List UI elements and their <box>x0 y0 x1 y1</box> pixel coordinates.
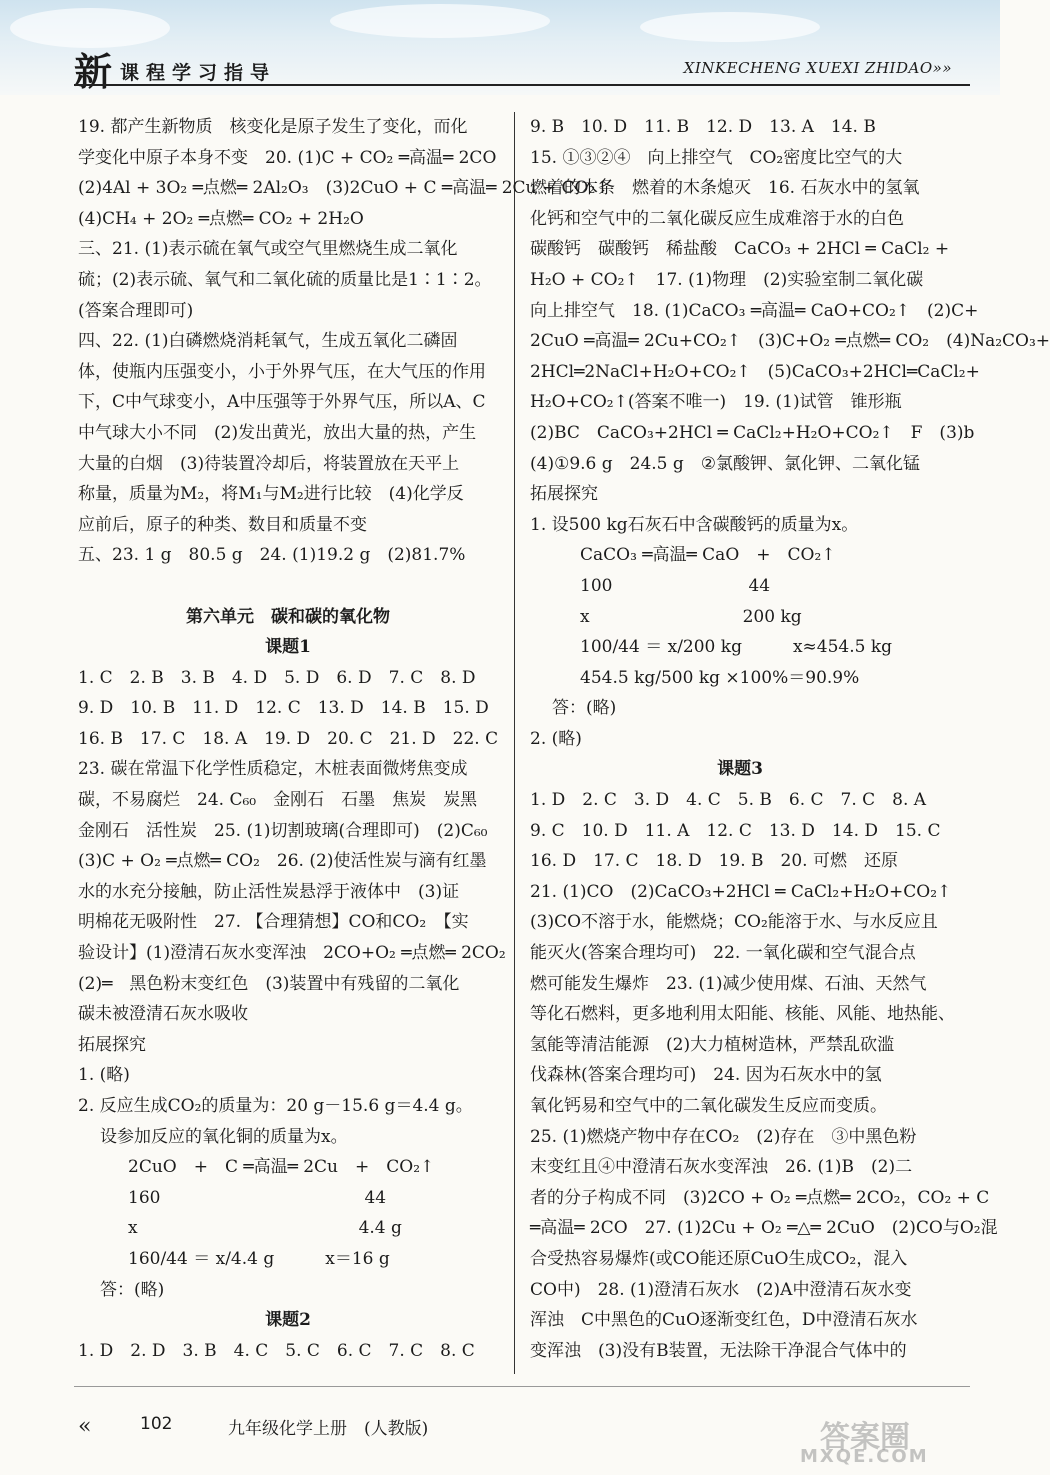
text-line: 25. (1)燃烧产物中存在CO₂ (2)存在 ③中黑色粉 <box>530 1126 917 1147</box>
text-line: 设参加反应的氧化铜的质量为x。 <box>100 1126 348 1147</box>
text-line: 1. (略) <box>78 1065 130 1086</box>
text-line: 15. ①③②④ 向上排空气 CO₂密度比空气的大 <box>530 147 903 168</box>
text-line: ═高温═ 2CO 27. (1)2Cu + O₂ ═△═ 2CuO (2)CO与O₂混 <box>530 1218 998 1239</box>
text-line: 1. 设500 kg石灰石中含碳酸钙的质量为x。 <box>530 514 859 535</box>
text-line: 大量的白烟 (3)待装置冷却后，将装置放在天平上 <box>78 453 460 474</box>
text-line: 明棉花无吸附性 27. 【合理猜想】CO和CO₂ 【实 <box>78 912 469 933</box>
text-line: (答案合理即可) <box>78 300 194 321</box>
right-column <box>530 112 1050 1366</box>
text-line: 9. D 10. B 11. D 12. C 13. D 14. B 15. D <box>78 698 489 719</box>
text-line: H₂O + CO₂↑ 17. (1)物理 (2)实验室制二氧化碳 <box>530 269 924 290</box>
text-line: (2)BC CaCO₃+2HCl ═ CaCl₂+H₂O+CO₂↑ F (3)b <box>530 422 975 443</box>
text-line: 验设计】(1)澄清石灰水变浑浊 2CO+O₂ ═点燃═ 2CO₂ <box>78 943 506 964</box>
text-line: 19. 都产生新物质 核变化是原子发生了变化，而化 <box>78 117 468 137</box>
text-line: (3)CO不溶于水，能燃烧；CO₂能溶于水、与水反应且 <box>530 912 938 933</box>
text-line: 等化石燃料，更多地利用太阳能、核能、风能、地热能、 <box>530 1004 955 1025</box>
text-line: 合受热容易爆炸(或CO能还原CuO生成CO₂，混入 <box>530 1248 908 1269</box>
text-line: 拓展探究 <box>530 484 598 505</box>
text-line: 16. D 17. C 18. D 19. B 20. 可燃 还原 <box>530 851 898 872</box>
text-line: 体，使瓶内压强变小，小于外界气压，在大气压的作用 <box>78 361 486 382</box>
cloud-decoration <box>640 12 820 42</box>
text-line: 学变化中原子本身不变 20. (1)C + CO₂ ═高温═ 2CO <box>78 147 497 168</box>
text-line: 应前后，原子的种类、数目和质量不变 <box>78 514 367 535</box>
text-line: 变浑浊 (3)没有B装置，无法除干净混合气体中的 <box>530 1340 907 1361</box>
text-line: 浑浊 C中黑色的CuO逐渐变红色，D中澄清石灰水 <box>530 1310 918 1331</box>
text-line: H₂O+CO₂↑(答案不唯一) 19. (1)试管 锥形瓶 <box>530 392 902 413</box>
watermark-logo: 答案圈 <box>820 1420 910 1455</box>
header-pinyin: XINKECHENG XUEXI ZHIDAO»» <box>683 59 952 77</box>
text-line: 课题2 <box>265 1310 311 1331</box>
double-chevron-icon: »» <box>932 59 952 77</box>
text-line: 化钙和空气中的二氧化碳反应生成难溶于水的白色 <box>530 208 904 229</box>
text-line: 课题3 <box>717 759 763 780</box>
text-line <box>78 571 498 602</box>
text-line: (4)①9.6 g 24.5 g ②氯酸钾、氯化钾、二氧化锰 <box>530 453 921 474</box>
text-line: 1. D 2. D 3. B 4. C 5. C 6. C 7. C 8. C <box>78 1340 475 1361</box>
text-line: 伐森林(答案合理均可) 24. 因为石灰水中的氢 <box>530 1065 882 1086</box>
text-line: 水的水充分接触，防止活性炭悬浮于液体中 (3)证 <box>78 881 460 902</box>
text-line: 氢能等清洁能源 (2)大力植树造林，严禁乱砍滥 <box>530 1034 895 1055</box>
text-line: 者的分子构成不同 (3)2CO + O₂ ═点燃═ 2CO₂，CO₂ + C <box>530 1187 990 1208</box>
column-divider <box>514 112 515 1374</box>
text-line: 9. C 10. D 11. A 12. C 13. D 14. D 15. C <box>530 820 941 841</box>
text-line: 燃着的木条 燃着的木条熄灭 16. 石灰水中的氢氧 <box>530 178 920 199</box>
text-line: 三、21. (1)表示硫在氧气或空气里燃烧生成二氧化 <box>78 239 458 260</box>
text-line: 100/44 ＝ x/200 kg x≈454.5 kg <box>580 637 893 658</box>
text-line: 末变红且④中澄清石灰水变浑浊 26. (1)B (2)二 <box>530 1157 913 1178</box>
text-line: (4)CH₄ + 2O₂ ═点燃═ CO₂ + 2H₂O <box>78 208 364 229</box>
text-line: 1. D 2. C 3. D 4. C 5. B 6. C 7. C 8. A <box>530 790 927 811</box>
text-line: x 4.4 g <box>128 1218 402 1239</box>
double-chevron-left-icon: « <box>78 1414 92 1439</box>
text-line: (3)C + O₂ ═点燃═ CO₂ 26. (2)使活性炭与滴有红墨 <box>78 851 487 872</box>
text-line: 课题1 <box>265 637 311 658</box>
watermark-url: MXQE.COM <box>800 1446 929 1467</box>
text-line: 2CuO + C ═高温═ 2Cu + CO₂↑ <box>128 1157 435 1178</box>
text-line: 2. 反应生成CO₂的质量为：20 g－15.6 g＝4.4 g。 <box>78 1096 473 1116</box>
text-line: 燃可能发生爆炸 23. (1)减少使用煤、石油、天然气 <box>530 973 927 994</box>
text-line: CO中) 28. (1)澄清石灰水 (2)A中澄清石灰水变 <box>530 1279 912 1300</box>
text-line: 16. B 17. C 18. A 19. D 20. C 21. D 22. C <box>78 728 499 749</box>
text-line: 454.5 kg/500 kg ×100%＝90.9% <box>580 667 860 688</box>
text-line: 1. C 2. B 3. B 4. D 5. D 6. D 7. C 8. D <box>78 667 476 688</box>
header-title: 课程学习指导 <box>120 62 277 84</box>
text-line: 2HCl═2NaCl+H₂O+CO₂↑ (5)CaCO₃+2HCl═CaCl₂+ <box>530 361 980 382</box>
text-line: 2CuO ═高温═ 2Cu+CO₂↑ (3)C+O₂ ═点燃═ CO₂ (4)Na₂CO₃+ <box>530 331 1050 352</box>
text-line: 下，C中气球变小，A中压强等于外界气压，所以A、C <box>78 392 486 413</box>
text-line: 2. (略) <box>530 728 582 749</box>
text-line: 第六单元 碳和碳的氧化物 <box>186 606 390 627</box>
text-line: 碳酸钙 碳酸钙 稀盐酸 CaCO₃ + 2HCl ═ CaCl₂ + <box>530 239 950 260</box>
brand-logo-xin: 新 <box>74 50 113 94</box>
text-line: 称量，质量为M₂，将M₁与M₂进行比较 (4)化学反 <box>78 484 464 505</box>
text-line: 硫；(2)表示硫、氧气和二氧化硫的质量比是1∶1∶2。 <box>78 269 492 290</box>
text-line: (2)═ 黑色粉末变红色 (3)装置中有残留的二氧化 <box>78 973 460 994</box>
text-line: 五、23. 1 g 80.5 g 24. (1)19.2 g (2)81.7% <box>78 545 466 566</box>
text-line: 中气球大小不同 (2)发出黄光，放出大量的热，产生 <box>78 422 477 443</box>
text-line: 向上排空气 18. (1)CaCO₃ ═高温═ CaO+CO₂↑ (2)C+ <box>530 300 979 321</box>
text-line: 答：(略) <box>100 1279 165 1300</box>
text-line: 答：(略) <box>552 698 617 719</box>
footer-rule <box>74 1386 970 1387</box>
text-line: x 200 kg <box>580 606 802 627</box>
page-number: 102 <box>140 1414 173 1434</box>
text-line: 碳，不易腐烂 24. C₆₀ 金刚石 石墨 焦炭 炭黑 <box>78 790 478 811</box>
text-line: 9. B 10. D 11. B 12. D 13. A 14. B <box>530 117 876 137</box>
text-line: 四、22. (1)白磷燃烧消耗氧气，生成五氧化二磷固 <box>78 331 458 352</box>
text-line: 氧化钙易和空气中的二氧化碳发生反应而变质。 <box>530 1096 887 1116</box>
text-line: (2)4Al + 3O₂ ═点燃═ 2Al₂O₃ (3)2CuO + C ═高温═ 2Cu + CO₂↑ <box>78 178 610 199</box>
text-line: 碳未被澄清石灰水吸收 <box>78 1004 248 1025</box>
text-line: 160/44 ＝ x/4.4 g x＝16 g <box>128 1248 390 1269</box>
cloud-decoration <box>330 4 550 38</box>
text-line: 23. 碳在常温下化学性质稳定，木桩表面微烤焦变成 <box>78 759 468 780</box>
cloud-decoration <box>10 8 170 48</box>
text-line: 拓展探究 <box>78 1034 146 1055</box>
text-line: 能灭火(答案合理均可) 22. 一氧化碳和空气混合点 <box>530 943 916 964</box>
text-line: 21. (1)CO (2)CaCO₃+2HCl ═ CaCl₂+H₂O+CO₂↑ <box>530 881 952 902</box>
header-rule <box>74 84 970 86</box>
text-line: 160 44 <box>128 1187 387 1208</box>
book-title: 九年级化学上册 (人教版) <box>228 1419 429 1439</box>
text-line: CaCO₃ ═高温═ CaO + CO₂↑ <box>580 545 836 566</box>
text-line: 金刚石 活性炭 25. (1)切割玻璃(合理即可) (2)C₆₀ <box>78 820 488 841</box>
text-line: 100 44 <box>580 575 771 596</box>
